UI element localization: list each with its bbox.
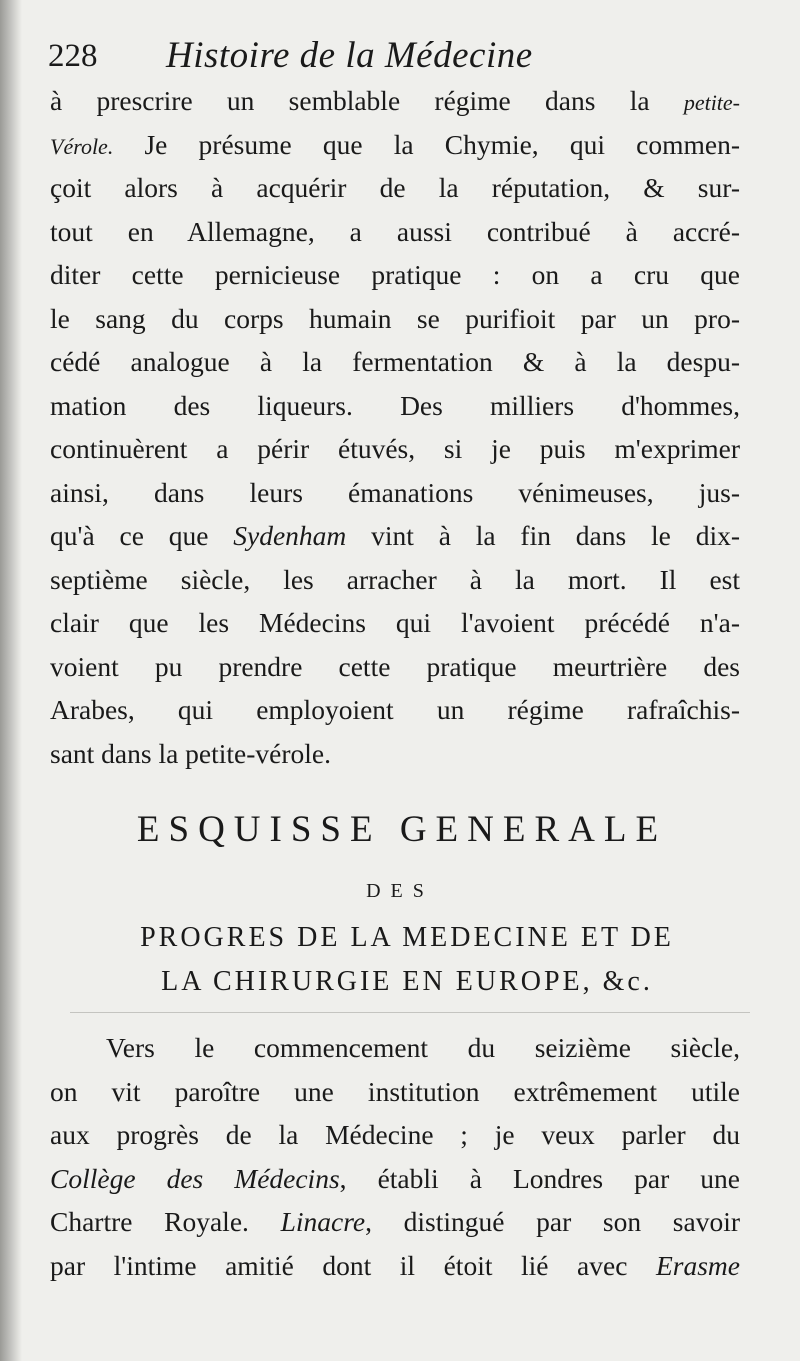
lower-paragraph <box>50 1026 740 1287</box>
text-line: continuèrent a périr étuvés, si je puis m'exprimer <box>50 433 740 464</box>
section-subheading-line2: LA CHIRURGIE EN EUROPE, &c. <box>161 966 653 997</box>
text-line: sant dans la petite-vérole. <box>50 737 332 769</box>
text-line: clair que les Médecins qui l'avoient précédé n'a- <box>50 607 740 638</box>
section-heading: ESQUISSE GENERALE <box>136 809 668 850</box>
text-line: à prescrire un semblable régime dans la petite- <box>50 85 741 116</box>
text-line: le sang du corps humain se purifioit par un pro- <box>50 302 740 334</box>
text-line: par l'intime amitié dont il étoit lié avec Erasme <box>50 1249 740 1281</box>
text-line: diter cette pernicieuse pratique : on a cru que <box>50 259 740 290</box>
text-line: ainsi, dans leurs émanations vénimeuses, jus- <box>50 476 740 508</box>
text-line: Arabes, qui employoient un régime rafraîchis- <box>50 694 740 725</box>
text-line: Chartre Royale. Linacre, distingué par son savoir <box>50 1206 741 1237</box>
text-line: Vers le commencement du seizième siècle, <box>106 1032 740 1063</box>
text-line: çoit alors à acquérir de la réputation, & sur- <box>50 172 740 203</box>
running-title: Histoire de la Médecine <box>166 35 533 76</box>
text-line: mation des liqueurs. Des milliers d'hommes, <box>50 389 740 421</box>
text-line: septième siècle, les arracher à la mort. Il est <box>50 563 740 595</box>
text-line: Vérole. Je présume que la Chymie, qui commen- <box>50 128 740 160</box>
text-line: tout en Allemagne, a aussi contribué à accré- <box>50 215 740 247</box>
section-subheading-line1: PROGRES DE LA MEDECINE ET DE <box>140 922 674 953</box>
text-line: qu'à ce que Sydenham vint à la fin dans le dix- <box>50 520 741 551</box>
text-line: aux progrès de la Médecine ; je veux parler du <box>50 1119 740 1150</box>
text-line: Collège des Médecins, établi à Londres par une <box>50 1162 740 1194</box>
text-line: cédé analogue à la fermentation & à la despu- <box>50 346 740 377</box>
section-heading-des: DES <box>366 880 434 902</box>
upper-paragraph <box>50 79 740 775</box>
text-line: on vit paroître une institution extrêmement utile <box>50 1075 740 1107</box>
divider <box>70 1012 750 1013</box>
page-gutter-shadow <box>0 0 22 1361</box>
text-line: voient pu prendre cette pratique meurtrière des <box>50 650 740 682</box>
page-number: 228 <box>48 38 98 74</box>
